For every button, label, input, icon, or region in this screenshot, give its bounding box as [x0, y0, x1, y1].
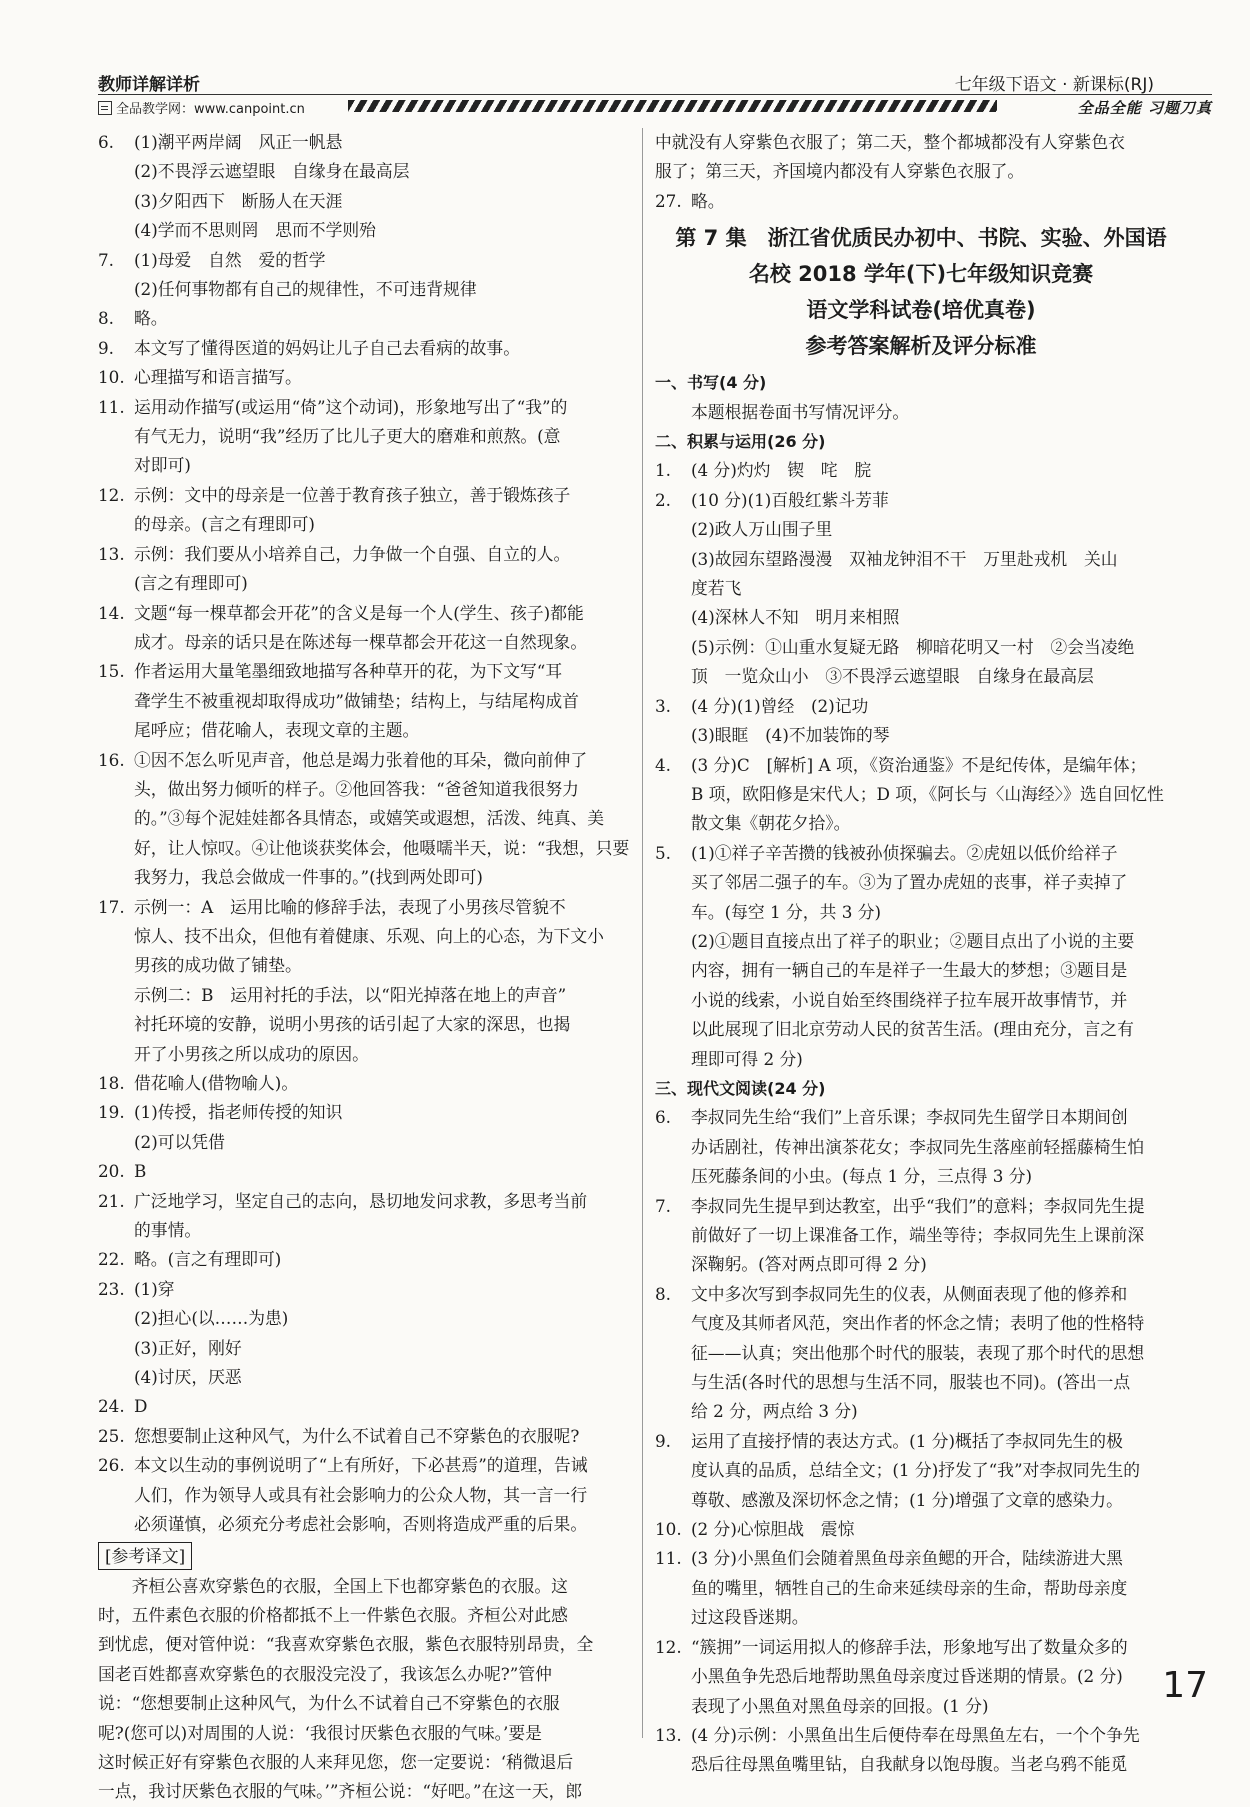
answer-line: 人们，作为领导人或具有社会影响力的公众人物，其一言一行 [134, 1484, 588, 1505]
answer-line: 文中多次写到李叔同先生的仪表，从侧面表现了他的修养和 [691, 1283, 1128, 1304]
answer-line: (5)示例：①山重水复疑无路 柳暗花明又一村 ②会当凌绝 [691, 636, 1135, 657]
answer-line: (2)任何事物都有自己的规律性，不可违背规律 [134, 279, 477, 300]
answer-line: (言之有理即可) [134, 573, 248, 594]
answer-line: 表现了小黑鱼对黑鱼母亲的回报。(1 分) [691, 1695, 989, 1716]
section-heading: 一、书写(4 分) [655, 373, 767, 393]
answer-number: 17. [98, 896, 125, 917]
reference-translation [98, 1540, 628, 1807]
answer-line: 示例二：B 运用衬托的手法，以“阳光掉落在地上的声音” [134, 984, 567, 1005]
answer-item [98, 363, 628, 392]
answer-line: 过这段昏迷期。 [691, 1607, 809, 1628]
answer-line: 尊敬、感激及深切怀念之情；(1 分)增强了文章的感染力。 [691, 1489, 1123, 1510]
answer-item [98, 1098, 628, 1157]
answer-line: 车。(每空 1 分，共 3 分) [691, 901, 882, 922]
answer-number: 12. [655, 1636, 682, 1657]
answer-number: 22. [98, 1249, 125, 1270]
answer-number: 19. [98, 1102, 125, 1123]
answer-line: 买了邻居二强子的车。③为了置办虎妞的丧事，祥子卖掉了 [691, 872, 1128, 893]
answer-line: 恐后往母黑鱼嘴里钻，自我献身以饱母腹。当老乌鸦不能觅 [691, 1754, 1128, 1775]
answer-line: ①因不怎么听见声音，他总是竭力张着他的耳朵，微向前伸了 [134, 749, 588, 770]
answer-item [655, 1721, 1187, 1780]
answer-line: 度认真的品质，总结全文；(1 分)抒发了“我”对李叔同先生的 [691, 1460, 1141, 1481]
answer-item [655, 1427, 1187, 1515]
answer-line: (4 分)示例：小黑鱼出生后便侍奉在母黑鱼左右，一个个争先 [691, 1724, 1140, 1745]
answer-line: 的母亲。(言之有理即可) [134, 514, 315, 535]
answer-item [98, 481, 628, 540]
answer-number: 1. [655, 460, 672, 481]
answer-line: 示例：我们要从小培养自己，力争做一个自强、自立的人。 [134, 543, 571, 564]
section-title-line: 第 7 集 浙江省优质民办初中、书院、实验、外国语 [675, 226, 1167, 251]
answer-line: (2)①题目直接点出了祥子的职业；②题目点出了小说的主要 [691, 930, 1135, 951]
section-title-block [655, 220, 1187, 364]
site-logo-icon [98, 101, 112, 115]
answer-item [98, 304, 628, 333]
answer-line: B 项，欧阳修是宋代人；D 项，《阿长与〈山海经〉》选自回忆性 [691, 783, 1164, 804]
section-title-line: 语文学科试卷(培优真卷) [806, 298, 1036, 323]
answer-number: 21. [98, 1190, 125, 1211]
answer-item [655, 751, 1187, 839]
header-rule [98, 94, 1212, 95]
answer-line: 散文集《朝花夕拾》。 [691, 813, 851, 834]
answer-number: 15. [98, 661, 125, 682]
answer-line: 的。”③每个泥娃娃都各具情态，或嬉笑或遐想，活泼、纯真、美 [134, 808, 605, 829]
translation-line: 到忧虑，便对管仲说：“我喜欢穿紫色衣服，紫色衣服特别昂贵，全 [98, 1634, 594, 1655]
answer-item [98, 393, 628, 481]
answer-line: (4)学而不思则罔 思而不学则殆 [134, 220, 376, 241]
answer-line: (1)母爱 自然 爱的哲学 [134, 249, 326, 270]
answer-line: 作者运用大量笔墨细致地描写各种草开的花，为下文写“耳 [134, 661, 563, 682]
answer-line: (3)正好，刚好 [134, 1337, 242, 1358]
answer-line: 衬托环境的安静，说明小男孩的话引起了大家的深思，也揭 [134, 1014, 571, 1035]
answer-line: (10 分)(1)百般红紫斗芳菲 [691, 489, 889, 510]
answer-number: 11. [655, 1548, 682, 1569]
answer-line: 必须谨慎，必须充分考虑社会影响，否则将造成严重的后果。 [134, 1514, 588, 1535]
answer-item [655, 1192, 1187, 1280]
answer-number: 8. [98, 308, 115, 329]
answer-line: 借花喻人(借物喻人)。 [134, 1073, 299, 1093]
answer-number: 8. [655, 1283, 672, 1304]
answer-number: 13. [98, 543, 125, 564]
answer-number: 14. [98, 602, 125, 623]
answer-line: 略。(言之有理即可) [134, 1249, 282, 1270]
answer-line: 的事情。 [134, 1220, 202, 1241]
answer-line: 办话剧社，传神出演茶花女；李叔同先生落座前轻摇藤椅生怕 [691, 1136, 1145, 1157]
answer-item [98, 128, 628, 246]
answer-line: 征——认真；突出他那个时代的服装，表现了那个时代的思想 [691, 1342, 1145, 1363]
answer-number: 7. [98, 249, 115, 270]
answer-line: (3)夕阳西下 断肠人在天涯 [134, 190, 343, 211]
answer-line: 广泛地学习，坚定自己的志向，恳切地发问求教，多思考当前 [134, 1190, 588, 1211]
answer-line: 本文以生动的事例说明了“上有所好，下必甚焉”的道理，告诫 [134, 1455, 588, 1476]
answer-number: 23. [98, 1278, 125, 1299]
answer-item [98, 599, 628, 658]
answer-line: (2)不畏浮云遮望眼 自缘身在最高层 [134, 161, 410, 182]
answer-number: 26. [98, 1455, 125, 1476]
left-column [98, 128, 628, 1807]
answer-line: 气度及其师者风范，突出作者的怀念之情；表明了他的性格特 [691, 1313, 1145, 1334]
answer-number: 24. [98, 1396, 125, 1417]
answer-line: 前做好了一切上课准备工作，端坐等待；李叔同先生上课前深 [691, 1225, 1145, 1245]
answer-number: 7. [655, 1195, 672, 1216]
paragraph: 本题根据卷面书写情况评分。 [691, 401, 910, 422]
answer-item [98, 1422, 628, 1451]
right-column [655, 128, 1187, 1780]
answer-line: 小说的线索，小说自始至终围绕祥子拉车展开故事情节，并 [691, 989, 1128, 1010]
answer-line: 度若飞 [691, 578, 742, 599]
answer-line: 我努力，我总会做成一件事的。”(找到两处即可) [134, 867, 483, 888]
section-heading: 二、积累与运用(26 分) [655, 432, 826, 452]
answer-line: (3 分)小黑鱼们会随着黑鱼母亲鱼鳃的开合，陆续游进大黑 [691, 1548, 1123, 1569]
answer-item [98, 1069, 628, 1098]
answer-line: (2 分)心惊胆战 震惊 [691, 1519, 855, 1540]
answer-number: 13. [655, 1724, 682, 1745]
answer-item [655, 1103, 1187, 1191]
translation-line: 说：“您想要制止这种风气，为什么不试着自己不穿紫色的衣服 [98, 1693, 560, 1714]
translation-line: 这时候正好有穿紫色衣服的人来拜见您，您一定要说：‘稍微退后 [98, 1751, 574, 1772]
answer-item [655, 1515, 1187, 1544]
answer-number: 6. [98, 132, 115, 152]
answer-line: 对即可) [134, 455, 191, 476]
answer-item [98, 334, 628, 363]
answer-line: (2)政人万山围子里 [691, 519, 833, 540]
answer-line: (1)传授，指老师传授的知识 [134, 1102, 343, 1123]
answer-line: 惊人、技不出众，但他有着健康、乐观、向上的心态，为下文小 [134, 925, 604, 946]
answer-item [655, 486, 1187, 692]
answer-line: 理即可得 2 分) [691, 1048, 803, 1069]
answer-line: 本文写了懂得医道的妈妈让儿子自己去看病的故事。 [134, 337, 520, 358]
answer-line: 略。 [134, 308, 168, 329]
answer-line: 心理描写和语言描写。 [134, 367, 302, 388]
answer-item [98, 1157, 628, 1186]
answer-line: (2)担心(以……为患) [134, 1308, 289, 1329]
answer-line: 鱼的嘴里，牺牲自己的生命来延续母亲的生命，帮助母亲度 [691, 1577, 1128, 1598]
answer-line: 李叔同先生给“我们”上音乐课；李叔同先生留学日本期间创 [691, 1107, 1128, 1128]
answer-line: 压死藤条间的小虫。(每点 1 分，三点得 3 分) [691, 1166, 1033, 1187]
answer-number: 11. [98, 396, 125, 417]
answer-number: 3. [655, 695, 672, 716]
answer-line: 深鞠躬。(答对两点即可得 2 分) [691, 1254, 927, 1275]
answer-item [655, 456, 1187, 485]
answer-number: 4. [655, 754, 672, 775]
translation-line: 国老百姓都喜欢穿紫色的衣服没完没了，我该怎么办呢?”管仲 [98, 1663, 552, 1684]
section-title-line: 名校 2018 学年(下)七年级知识竞赛 [748, 262, 1094, 287]
answer-item [655, 187, 1187, 216]
site-info [98, 98, 305, 117]
answer-item [98, 540, 628, 599]
answer-line: 小黑鱼争先恐后地帮助黑鱼母亲度过昏迷期的情景。(2 分) [691, 1666, 1123, 1687]
answer-number: 2. [655, 489, 672, 510]
answer-number: 10. [655, 1519, 682, 1540]
answer-line: 示例：文中的母亲是一位善于教育孩子独立，善于锻炼孩子 [134, 484, 571, 505]
book-grade-title: 七年级下语文 · 新课标(RJ) [954, 75, 1154, 95]
site-url: 全品教学网：www.canpoint.cn [116, 102, 305, 117]
answer-line: (3)故园东望路漫漫 双袖龙钟泪不干 万里赴戎机 关山 [691, 548, 1118, 569]
answer-line: 男孩的成功做了铺垫。 [134, 955, 302, 976]
answer-line: 成才。母亲的话只是在陈述每一棵草都会开花这一自然现象。 [134, 631, 588, 652]
answer-line: 以此展现了旧北京劳动人民的贫苦生活。(理由充分，言之有 [691, 1019, 1134, 1040]
answer-line: (3 分)C [解析] A 项，《资治通鉴》不是纪传体，是编年体； [691, 754, 1147, 775]
answer-item [98, 657, 628, 745]
answer-line: 聋学生不被重视却取得成功”做铺垫；结构上，与结尾构成首 [134, 690, 579, 711]
answer-line: (1)穿 [134, 1278, 175, 1299]
answer-number: 18. [98, 1073, 125, 1093]
answer-item [655, 1633, 1187, 1721]
answer-number: 10. [98, 367, 125, 388]
translation-line: 时，五件素色衣服的价格都抵不上一件紫色衣服。齐桓公对此感 [98, 1604, 568, 1625]
answer-line: (1)潮平两岸阔 风正一帆悬 [134, 132, 343, 152]
answer-line: (3)眼眶 (4)不加装饰的琴 [691, 725, 890, 746]
answer-line: 文题“每一棵草都会开花”的含义是每一个人(学生、孩子)都能 [134, 602, 584, 623]
answer-item [655, 839, 1187, 1074]
answer-number: 5. [655, 842, 672, 863]
answer-line: 示例一：A 运用比喻的修辞手法，表现了小男孩尽管貌不 [134, 896, 566, 917]
book-section-title: 教师详解详析 [98, 75, 200, 95]
answer-item [98, 746, 628, 893]
answer-item [655, 692, 1187, 751]
answer-line: 好，让人惊叹。④让他谈获奖体会，他嗫嚅半天，说：“我想，只要 [134, 837, 630, 858]
answer-number: 6. [655, 1107, 672, 1128]
answer-line: (4 分)灼灼 锲 咤 脘 [691, 460, 872, 481]
answer-line: B [134, 1161, 147, 1182]
answer-line: 您想要制止这种风气，为什么不试着自己不穿紫色的衣服呢? [134, 1425, 580, 1446]
answer-item [98, 1187, 628, 1246]
answer-item [98, 1275, 628, 1393]
answer-number: 20. [98, 1161, 125, 1182]
answer-line: 略。 [691, 190, 725, 211]
answer-line: 给 2 分，两点给 3 分) [691, 1401, 858, 1422]
translation-line: 呢?(您可以)对周围的人说：‘我很讨厌紫色衣服的气味。’要是 [98, 1722, 542, 1743]
answer-line: 与生活(各时代的思想与生活不同，服装也不同)。(答出一点 [691, 1372, 1131, 1393]
answer-item [98, 1392, 628, 1421]
answer-line: “簇拥”一词运用拟人的修辞手法，形象地写出了数量众多的 [691, 1636, 1128, 1657]
column-divider [642, 128, 643, 1738]
answer-item [98, 893, 628, 1069]
answer-number: 9. [655, 1430, 672, 1451]
answer-item [655, 1544, 1187, 1632]
answer-item [98, 1451, 628, 1539]
answer-number: 12. [98, 484, 125, 505]
answer-line: 运用动作描写(或运用“倚”这个动词)，形象地写出了“我”的 [134, 396, 568, 417]
answer-line: (1)①祥子辛苦攒的钱被孙侦探骗去。②虎妞以低价给祥子 [691, 842, 1118, 863]
translation-line: 一点，我讨厌紫色衣服的气味。’”齐桓公说：“好吧。”在这一天，郎 [98, 1781, 583, 1802]
answer-line: D [134, 1396, 148, 1417]
answer-line: (4)深林人不知 明月来相照 [691, 607, 900, 628]
answer-number: 9. [98, 337, 115, 358]
translation-line: 齐桓公喜欢穿紫色的衣服，全国上下也都穿紫色的衣服。这 [98, 1575, 568, 1596]
answer-line: 顶 一览众山小 ③不畏浮云遮望眼 自缘身在最高层 [691, 666, 1094, 687]
section-title-line: 参考答案解析及评分标准 [805, 334, 1037, 359]
answer-line: 运用了直接抒情的表达方式。(1 分)概括了李叔同先生的极 [691, 1430, 1123, 1451]
translation-title: [参考译文] [98, 1542, 192, 1570]
brand-logo: 全品全能 习题刀真 [1077, 99, 1212, 117]
answer-line: (2)可以凭借 [134, 1131, 225, 1152]
translation-continued-line: 服了；第三天，齐国境内都没有人穿紫色衣服了。 [655, 161, 1025, 182]
answer-number: 25. [98, 1425, 125, 1446]
translation-continued-line: 中就没有人穿紫色衣服了；第二天，整个都城都没有人穿紫色衣 [655, 132, 1125, 152]
answer-line: 内容，拥有一辆自己的车是祥子一生最大的梦想；③题目是 [691, 960, 1128, 981]
page-header [98, 70, 1212, 118]
answer-number: 16. [98, 749, 125, 770]
answer-line: 尾呼应；借花喻人，表现文章的主题。 [134, 720, 420, 741]
answer-line: 有气无力，说明“我”经历了比儿子更大的磨难和煎熬。(意 [134, 426, 561, 447]
answer-line: 李叔同先生提早到达教室，出乎“我们”的意料；李叔同先生提 [691, 1195, 1145, 1216]
section-heading: 三、现代文阅读(24 分) [655, 1078, 826, 1098]
answer-item [655, 1280, 1187, 1427]
decorative-stripe [348, 100, 997, 112]
answer-number: 27. [655, 190, 682, 211]
answer-line: (4 分)(1)曾经 (2)记功 [691, 695, 869, 716]
answer-item [98, 1245, 628, 1274]
answer-line: 开了小男孩之所以成功的原因。 [134, 1043, 369, 1064]
answer-item [98, 246, 628, 305]
answer-line: (4)讨厌，厌恶 [134, 1367, 242, 1388]
answer-line: 头，做出努力倾听的样子。②他回答我：“爸爸知道我很努力 [134, 778, 579, 799]
page-number: 17 [1162, 1665, 1208, 1706]
